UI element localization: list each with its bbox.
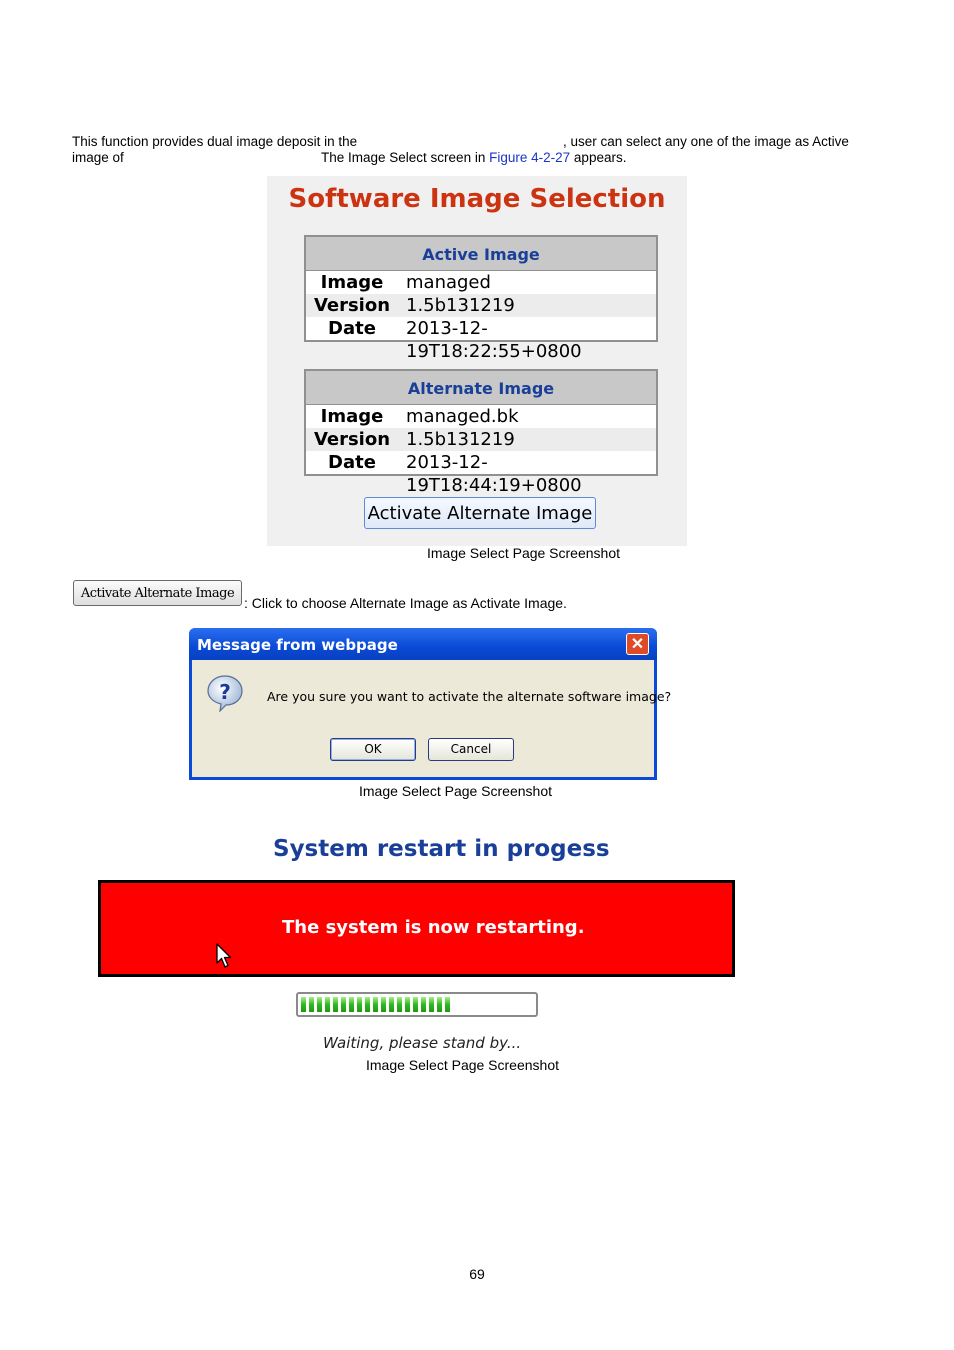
dialog-titlebar [189,628,657,660]
cancel-button[interactable]: Cancel [428,738,514,761]
progress-segment [341,997,346,1012]
progress-segment [381,997,386,1012]
row-key: Date [328,452,376,473]
alternate-image-header: Alternate Image [306,371,656,405]
figure-link[interactable]: Figure 4-2-27 [489,150,571,165]
table-row [306,451,656,496]
progress-segment [397,997,402,1012]
progress-segment [317,997,322,1012]
restart-message: The system is now restarting. [282,917,585,938]
intro-line-1b [563,134,849,150]
restart-title: System restart in progess [273,836,610,862]
progress-segment [405,997,410,1012]
intro-text-3: image of [72,150,124,165]
progress-segment [365,997,370,1012]
question-icon [206,674,244,712]
active-image-header: Active Image [306,237,656,271]
active-image-table [304,235,658,362]
intro-text-4: The Image Select screen in [321,150,486,165]
intro-text-2: , user can select any one of the image as Active [563,134,849,149]
progress-segment [429,997,434,1012]
figure-caption-3: Image Select Page Screenshot [366,1057,560,1073]
row-value: managed.bk [406,406,519,427]
confirm-dialog [189,628,672,780]
progress-fill [301,997,453,1012]
table-row [306,317,656,362]
progress-segment [325,997,330,1012]
progress-segment [421,997,426,1012]
dialog-body [192,660,672,777]
restart-message-box [98,880,735,977]
close-icon[interactable]: ✕ [626,633,649,655]
alternate-image-table [304,369,658,496]
row-key: Version [313,295,391,316]
row-key: Date [328,318,376,339]
dialog-message: Are you sure you want to activate the alternate software image? [267,689,672,704]
restart-progress-bar [296,992,538,1017]
activate-alternate-image-button-small[interactable]: Activate Alternate Image [73,580,242,606]
waiting-text: Waiting, please stand by... [323,1034,522,1052]
progress-segment [349,997,354,1012]
table-row [306,405,656,428]
progress-segment [301,997,306,1012]
intro-line-2b [321,150,626,166]
row-key: Version [313,429,391,450]
row-value: 1.5b131219 [406,429,515,450]
table-row [306,428,656,451]
row-key: Image [320,406,384,427]
intro-text-1: This function provides dual image deposit in the [72,134,358,149]
progress-segment [413,997,418,1012]
svg-text:?: ? [219,680,231,704]
activate-alternate-image-button[interactable]: Activate Alternate Image [364,497,596,529]
mouse-cursor-icon [216,943,232,969]
table-row [306,271,656,294]
panel-title: Software Image Selection [288,184,666,214]
intro-line-1 [72,134,357,150]
ok-button[interactable]: OK [330,738,416,761]
row-value: 2013-12-19T18:22:55+0800 [406,318,582,362]
progress-segment [333,997,338,1012]
row-value: 1.5b131219 [406,295,515,316]
progress-segment [445,997,450,1012]
progress-segment [373,997,378,1012]
dialog-title: Message from webpage [197,636,398,654]
row-value: managed [406,272,491,293]
row-key: Image [320,272,384,293]
button-description: : Click to choose Alternate Image as Activate Image. [244,595,567,611]
table-row [306,294,656,317]
progress-segment [309,997,314,1012]
progress-segment [437,997,442,1012]
intro-line-2 [72,150,124,166]
progress-segment [357,997,362,1012]
page-number: 69 [469,1266,485,1282]
progress-segment [389,997,394,1012]
figure-caption-2: Image Select Page Screenshot [359,783,553,799]
row-value: 2013-12-19T18:44:19+0800 [406,452,582,496]
figure-caption-1: Image Select Page Screenshot [427,545,621,561]
software-image-selection-panel [267,176,687,546]
intro-text-5: appears. [573,150,627,165]
